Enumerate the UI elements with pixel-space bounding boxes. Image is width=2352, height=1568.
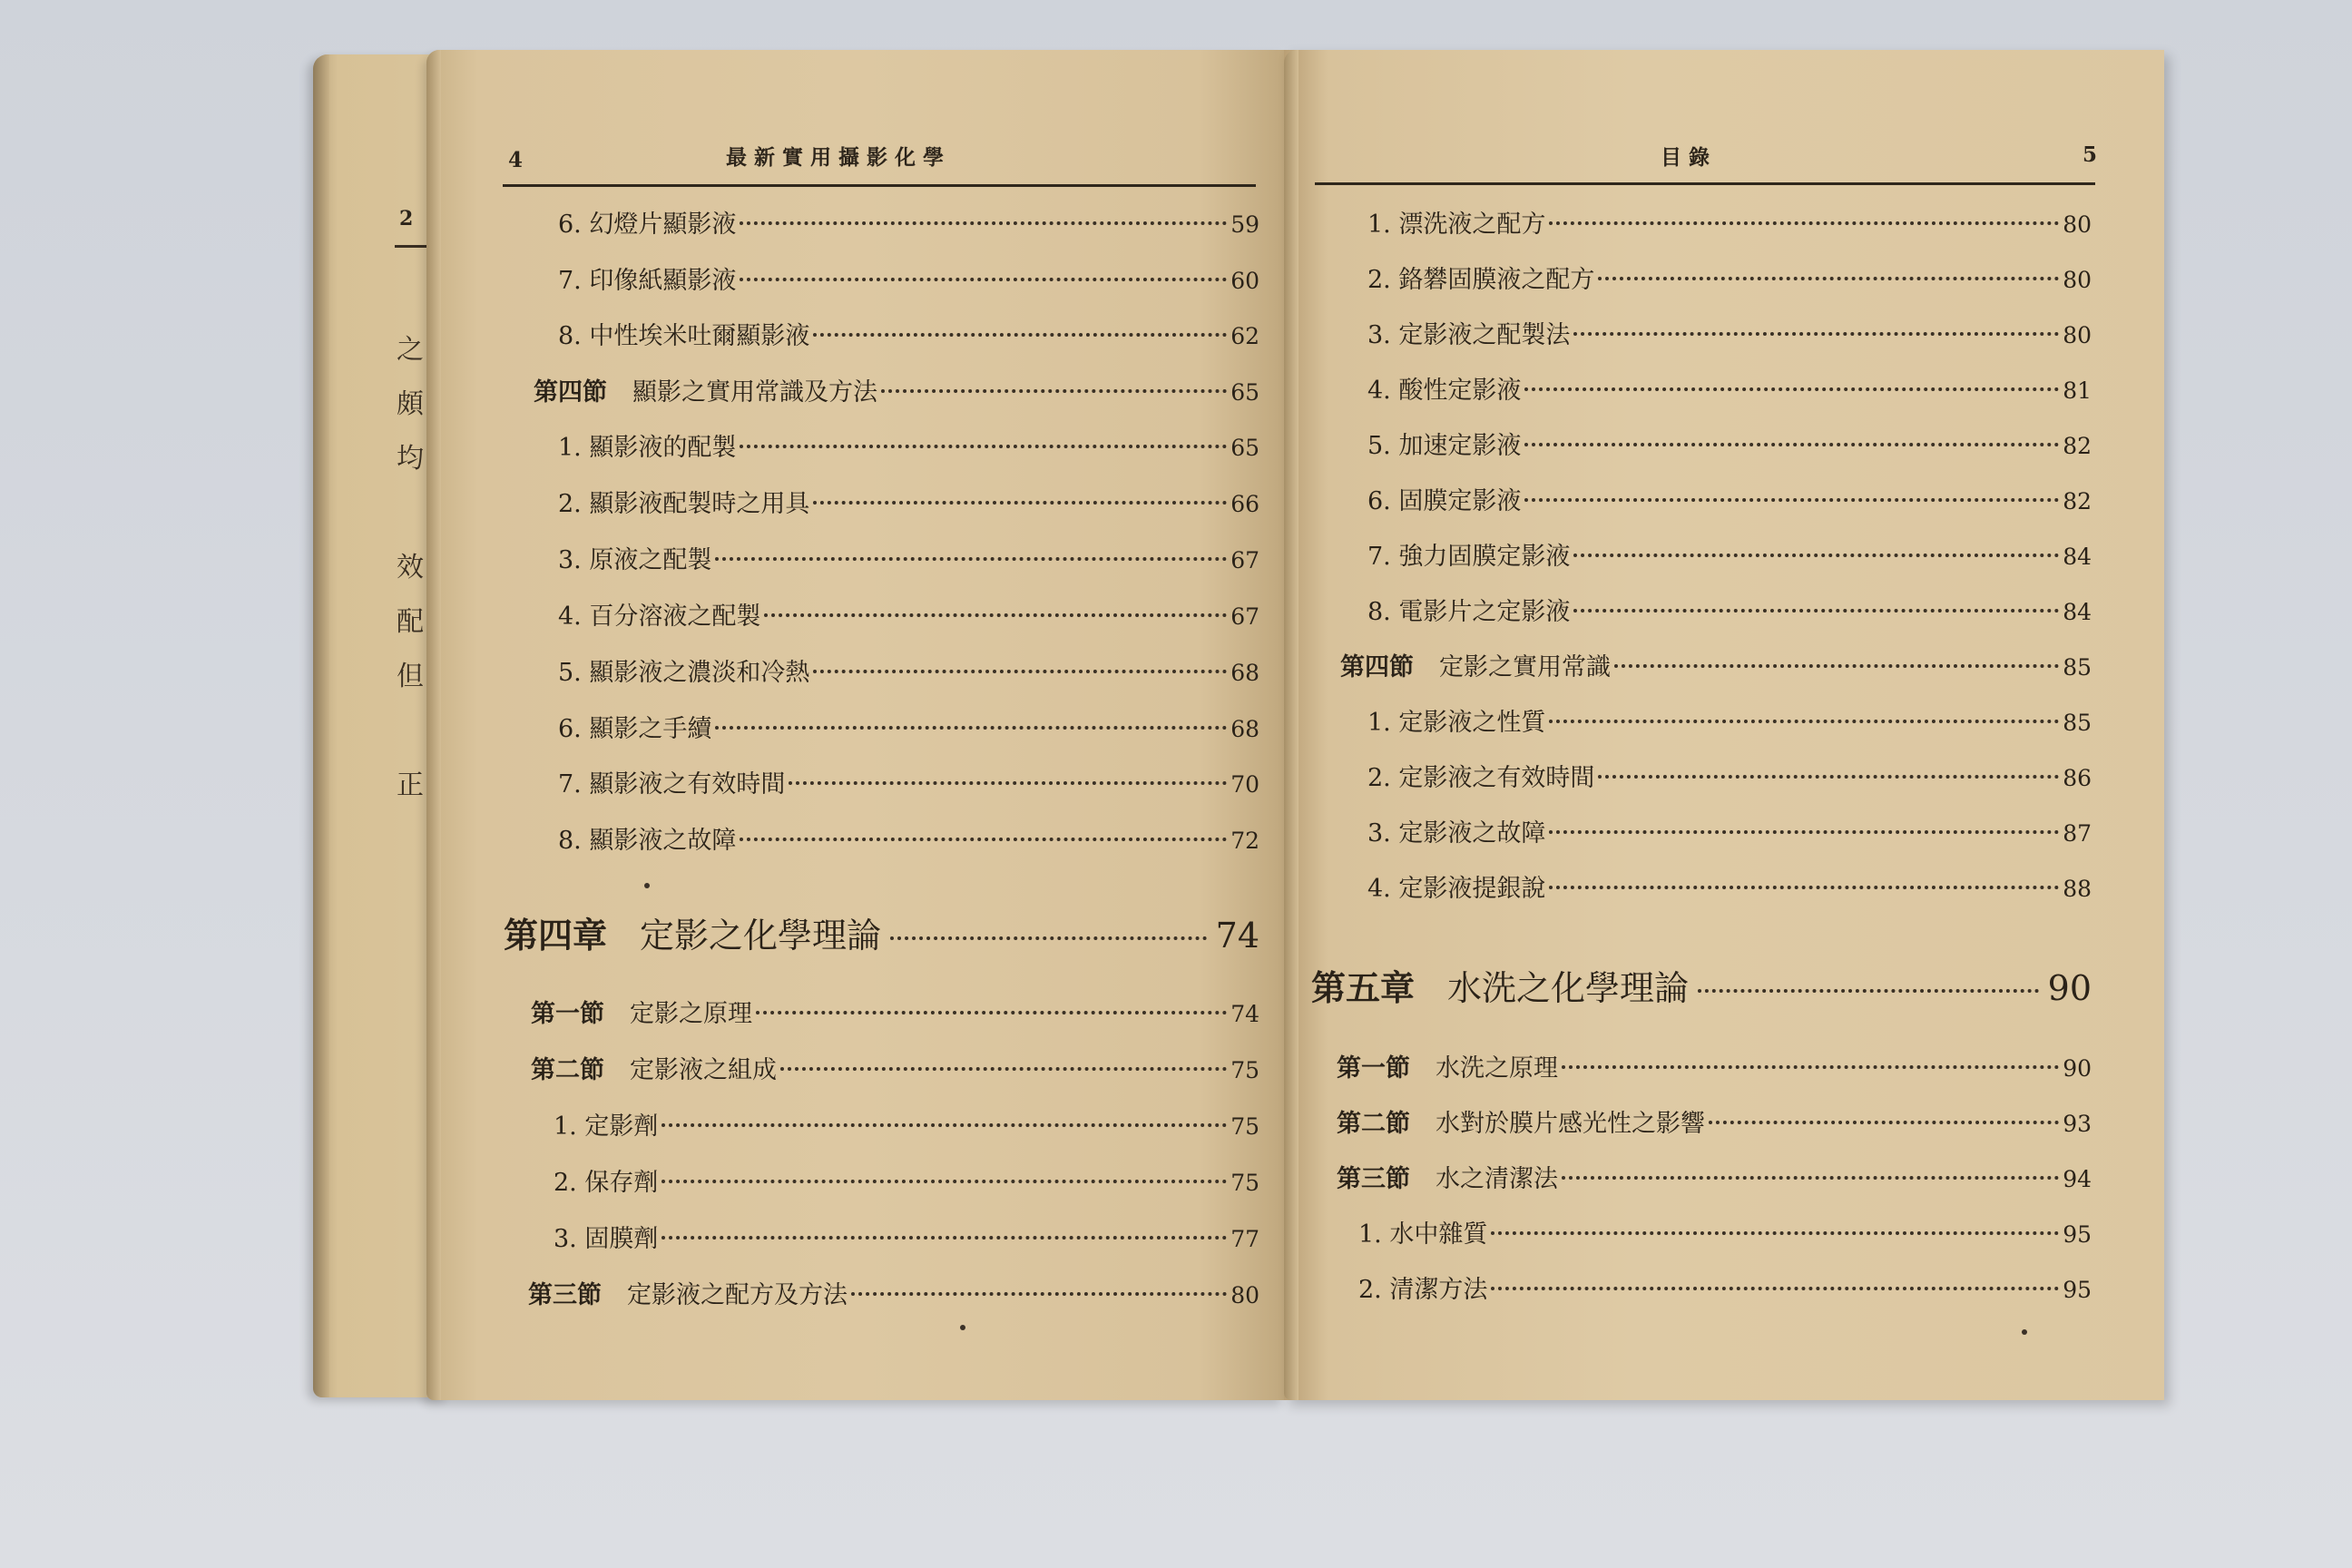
dot-leader — [740, 278, 1227, 281]
toc-page-number: 74 — [1215, 916, 1259, 956]
toc-page-number: 81 — [2063, 377, 2092, 404]
header-rule — [1315, 182, 2095, 185]
dot-leader — [1524, 498, 2059, 502]
toc-entry-label: 2. 保存劑 — [554, 1169, 659, 1197]
page-edge — [313, 54, 329, 1397]
toc-page-number: 95 — [2063, 1277, 2092, 1303]
section-number: 第四節 — [1340, 653, 1414, 681]
toc-section-entry — [534, 372, 1259, 407]
back-page-glyph: 效 — [397, 552, 424, 583]
toc-entry-label: 3. 原液之配製 — [558, 546, 712, 574]
section-title: 定影之原理 — [630, 1000, 752, 1028]
left-page-number: 4 — [508, 148, 531, 172]
toc-page-number: 70 — [1230, 771, 1259, 798]
dot-leader — [1491, 1287, 2059, 1290]
toc-entry-label: 8. 中性埃米吐爾顯影液 — [558, 322, 810, 350]
toc-section-entry — [1337, 1159, 2092, 1194]
dot-leader — [1524, 443, 2059, 446]
toc-page-number: 80 — [2063, 267, 2092, 293]
left-running-title: 最新實用攝影化學 — [726, 145, 951, 170]
right-page — [1284, 50, 2164, 1400]
toc-entry — [558, 652, 1259, 688]
section-number: 第一節 — [1337, 1054, 1410, 1083]
dot-leader — [662, 1180, 1227, 1183]
section-title: 定影液之配方及方法 — [627, 1281, 848, 1309]
chapter-title: 定影之化學理論 — [640, 916, 882, 956]
toc-entry-label: 5. 顯影液之濃淡和冷熱 — [558, 659, 810, 687]
dot-leader — [813, 501, 1227, 505]
toc-page-number: 65 — [1230, 435, 1259, 461]
toc-entry — [1367, 370, 2092, 406]
dot-leader — [756, 1011, 1227, 1014]
toc-entry-label: 1. 漂洗液之配方 — [1367, 211, 1546, 239]
toc-page-number: 66 — [1230, 491, 1259, 517]
dot-leader — [1491, 1231, 2059, 1235]
toc-entry — [558, 260, 1259, 296]
toc-page-number: 77 — [1230, 1226, 1259, 1252]
toc-page-number: 72 — [1230, 828, 1259, 854]
toc-entry — [1358, 1269, 2092, 1305]
toc-entry-label — [1337, 1159, 1558, 1194]
toc-entry-label — [531, 1050, 777, 1085]
toc-page-number: 85 — [2063, 710, 2092, 736]
dot-leader — [1549, 886, 2059, 889]
left-page — [426, 50, 1284, 1400]
dot-leader — [1549, 221, 2059, 225]
toc-page-number: 75 — [1230, 1057, 1259, 1083]
toc-page-number: 95 — [2063, 1221, 2092, 1248]
toc-entry — [558, 709, 1259, 744]
toc-entry-label: 1. 水中雜質 — [1358, 1220, 1488, 1249]
toc-entry — [558, 540, 1259, 575]
section-title: 定影液之組成 — [630, 1056, 777, 1084]
toc-entry-label — [528, 1275, 848, 1310]
toc-entry — [558, 204, 1259, 240]
toc-entry — [1367, 536, 2092, 572]
toc-entry-label: 7. 強力固膜定影液 — [1367, 543, 1571, 571]
back-page-glyph: 配 — [397, 606, 424, 638]
toc-entry — [1367, 813, 2092, 848]
toc-page-number: 85 — [2063, 654, 2092, 681]
section-number: 第一節 — [531, 1000, 604, 1028]
dot-leader — [1549, 720, 2059, 723]
toc-entry — [1367, 260, 2092, 295]
dot-leader — [1524, 387, 2059, 391]
dot-leader — [813, 333, 1227, 337]
toc-entry — [1367, 758, 2092, 793]
toc-page-number: 82 — [2063, 488, 2092, 514]
toc-entry — [558, 820, 1259, 856]
toc-page-number: 90 — [2063, 1055, 2092, 1082]
toc-entry-label — [1311, 960, 1689, 1010]
toc-entry-label — [1340, 647, 1611, 682]
dot-leader — [1549, 830, 2059, 834]
toc-entry-label: 2. 清潔方法 — [1358, 1276, 1488, 1304]
toc-entry-label — [531, 994, 752, 1029]
toc-entry-label: 1. 顯影液的配製 — [558, 434, 737, 462]
toc-page-number: 84 — [2063, 599, 2092, 625]
toc-page-number: 84 — [2063, 544, 2092, 570]
toc-page-number: 86 — [2063, 765, 2092, 791]
toc-entry-label: 7. 顯影液之有效時間 — [558, 770, 786, 799]
toc-section-entry — [1337, 1048, 2092, 1083]
section-title: 水洗之原理 — [1436, 1054, 1558, 1083]
toc-entry — [1367, 426, 2092, 461]
dot-leader — [662, 1236, 1227, 1240]
toc-entry-label: 4. 百分溶液之配製 — [558, 603, 761, 631]
dot-leader — [1573, 554, 2059, 557]
dot-leader — [1562, 1065, 2059, 1069]
section-number: 第三節 — [528, 1281, 602, 1309]
toc-section-entry — [528, 1275, 1259, 1310]
ink-speck — [644, 883, 650, 888]
ink-speck — [960, 1325, 965, 1330]
toc-entry — [554, 1162, 1259, 1198]
toc-entry-label: 4. 酸性定影液 — [1367, 377, 1522, 405]
toc-page-number: 88 — [2063, 876, 2092, 902]
section-title: 顯影之實用常識及方法 — [632, 378, 877, 407]
toc-page-number: 74 — [1230, 1001, 1259, 1027]
dot-leader — [662, 1123, 1227, 1127]
toc-page-number: 87 — [2063, 820, 2092, 847]
dot-leader — [1614, 664, 2059, 668]
toc-page-number: 80 — [2063, 322, 2092, 348]
toc-section-entry — [1340, 647, 2092, 682]
toc-entry — [558, 484, 1259, 519]
section-number: 第二節 — [1337, 1110, 1410, 1138]
toc-entry — [554, 1219, 1259, 1254]
toc-entry — [1367, 702, 2092, 738]
dot-leader — [881, 389, 1227, 393]
section-title: 水之清潔法 — [1436, 1165, 1558, 1193]
toc-entry-label: 2. 定影液之有效時間 — [1367, 764, 1595, 792]
dot-leader — [1573, 609, 2059, 612]
chapter-title: 水洗之化學理論 — [1447, 968, 1690, 1008]
dot-leader — [715, 557, 1227, 561]
toc-page-number: 65 — [1230, 379, 1259, 406]
dot-leader — [1598, 775, 2059, 779]
right-page-number: 5 — [2082, 142, 2105, 167]
toc-entry — [1367, 592, 2092, 627]
toc-page-number: 94 — [2063, 1166, 2092, 1192]
toc-entry — [558, 596, 1259, 632]
dot-leader — [813, 670, 1227, 673]
toc-entry — [1367, 204, 2092, 240]
toc-entry-label: 3. 定影液之配製法 — [1367, 321, 1571, 349]
toc-entry — [1358, 1214, 2092, 1250]
page-spine-shadow — [1284, 50, 1298, 1400]
section-title: 定影之實用常識 — [1439, 653, 1611, 681]
toc-page-number: 67 — [1230, 547, 1259, 573]
dot-leader — [1709, 1121, 2059, 1124]
toc-page-number: 82 — [2063, 433, 2092, 459]
dot-leader — [1698, 989, 2039, 993]
toc-entry-label: 5. 加速定影液 — [1367, 432, 1522, 460]
toc-page-number: 75 — [1230, 1170, 1259, 1196]
toc-page-number: 68 — [1230, 716, 1259, 742]
header-rule — [503, 184, 1256, 187]
toc-entry-label: 2. 鉻礬固膜液之配方 — [1367, 266, 1595, 294]
toc-entry-label: 6. 幻燈片顯影液 — [558, 211, 737, 239]
back-page-glyph: 但 — [397, 661, 424, 692]
toc-page-number: 59 — [1230, 211, 1259, 238]
toc-entry-label: 2. 顯影液配製時之用具 — [558, 490, 810, 518]
toc-entry-label: 7. 印像紙顯影液 — [558, 267, 737, 295]
section-number: 第二節 — [531, 1056, 604, 1084]
toc-entry — [558, 427, 1259, 463]
dot-leader — [764, 613, 1227, 617]
toc-entry-label: 3. 定影液之故障 — [1367, 819, 1546, 848]
right-running-title: 目錄 — [1661, 145, 1717, 170]
dot-leader — [740, 221, 1227, 225]
dot-leader — [740, 838, 1227, 841]
toc-entry — [1367, 481, 2092, 516]
toc-chapter-entry — [1311, 960, 2092, 1010]
toc-page-number: 90 — [2047, 968, 2092, 1008]
toc-entry — [1367, 868, 2092, 904]
toc-entry — [558, 764, 1259, 799]
toc-page-number: 67 — [1230, 603, 1259, 630]
toc-entry-label — [1337, 1048, 1558, 1083]
back-page-glyph: 之 — [397, 334, 424, 366]
chapter-number: 第四章 — [504, 915, 608, 956]
toc-entry-label: 4. 定影液提銀說 — [1367, 875, 1546, 903]
dot-leader — [715, 726, 1227, 730]
dot-leader — [789, 781, 1227, 785]
toc-entry-label: 1. 定影劑 — [554, 1112, 659, 1141]
back-page-glyph: 頗 — [397, 388, 424, 420]
section-title: 水對於膜片感光性之影響 — [1436, 1110, 1705, 1138]
dot-leader — [1562, 1176, 2059, 1180]
toc-entry-label: 8. 電影片之定影液 — [1367, 598, 1571, 626]
toc-entry-label: 6. 顯影之手續 — [558, 715, 712, 743]
toc-entry-label: 3. 固膜劑 — [554, 1225, 659, 1253]
toc-entry — [554, 1106, 1259, 1142]
page-edge — [426, 50, 441, 1400]
dot-leader — [780, 1067, 1227, 1071]
toc-page-number: 93 — [2063, 1111, 2092, 1137]
dot-leader — [851, 1292, 1227, 1296]
toc-entry-label — [504, 907, 881, 957]
toc-page-number: 62 — [1230, 323, 1259, 349]
chapter-number: 第五章 — [1311, 967, 1416, 1008]
ink-speck — [2022, 1329, 2027, 1335]
section-number: 第三節 — [1337, 1165, 1410, 1193]
toc-entry-label — [1337, 1103, 1705, 1139]
toc-entry — [1367, 315, 2092, 350]
toc-page-number: 80 — [1230, 1282, 1259, 1308]
section-number: 第四節 — [534, 378, 607, 407]
back-page-number: 2 — [399, 207, 414, 230]
toc-entry-label: 8. 顯影液之故障 — [558, 827, 737, 855]
toc-page-number: 75 — [1230, 1113, 1259, 1140]
dot-leader — [740, 445, 1227, 448]
back-page-glyph: 均 — [397, 443, 424, 475]
back-page-glyph: 正 — [397, 769, 424, 801]
toc-section-entry — [1337, 1103, 2092, 1139]
toc-chapter-entry — [504, 907, 1259, 957]
toc-section-entry — [531, 1050, 1259, 1085]
toc-page-number: 68 — [1230, 660, 1259, 686]
toc-entry-label: 1. 定影液之性質 — [1367, 709, 1546, 737]
dot-leader — [890, 936, 1207, 940]
toc-page-number: 60 — [1230, 268, 1259, 294]
toc-entry — [558, 316, 1259, 351]
toc-entry-label — [534, 372, 877, 407]
toc-entry-label: 6. 固膜定影液 — [1367, 487, 1522, 515]
dot-leader — [1573, 332, 2059, 336]
dot-leader — [1598, 277, 2059, 280]
toc-page-number: 80 — [2063, 211, 2092, 238]
toc-section-entry — [531, 994, 1259, 1029]
